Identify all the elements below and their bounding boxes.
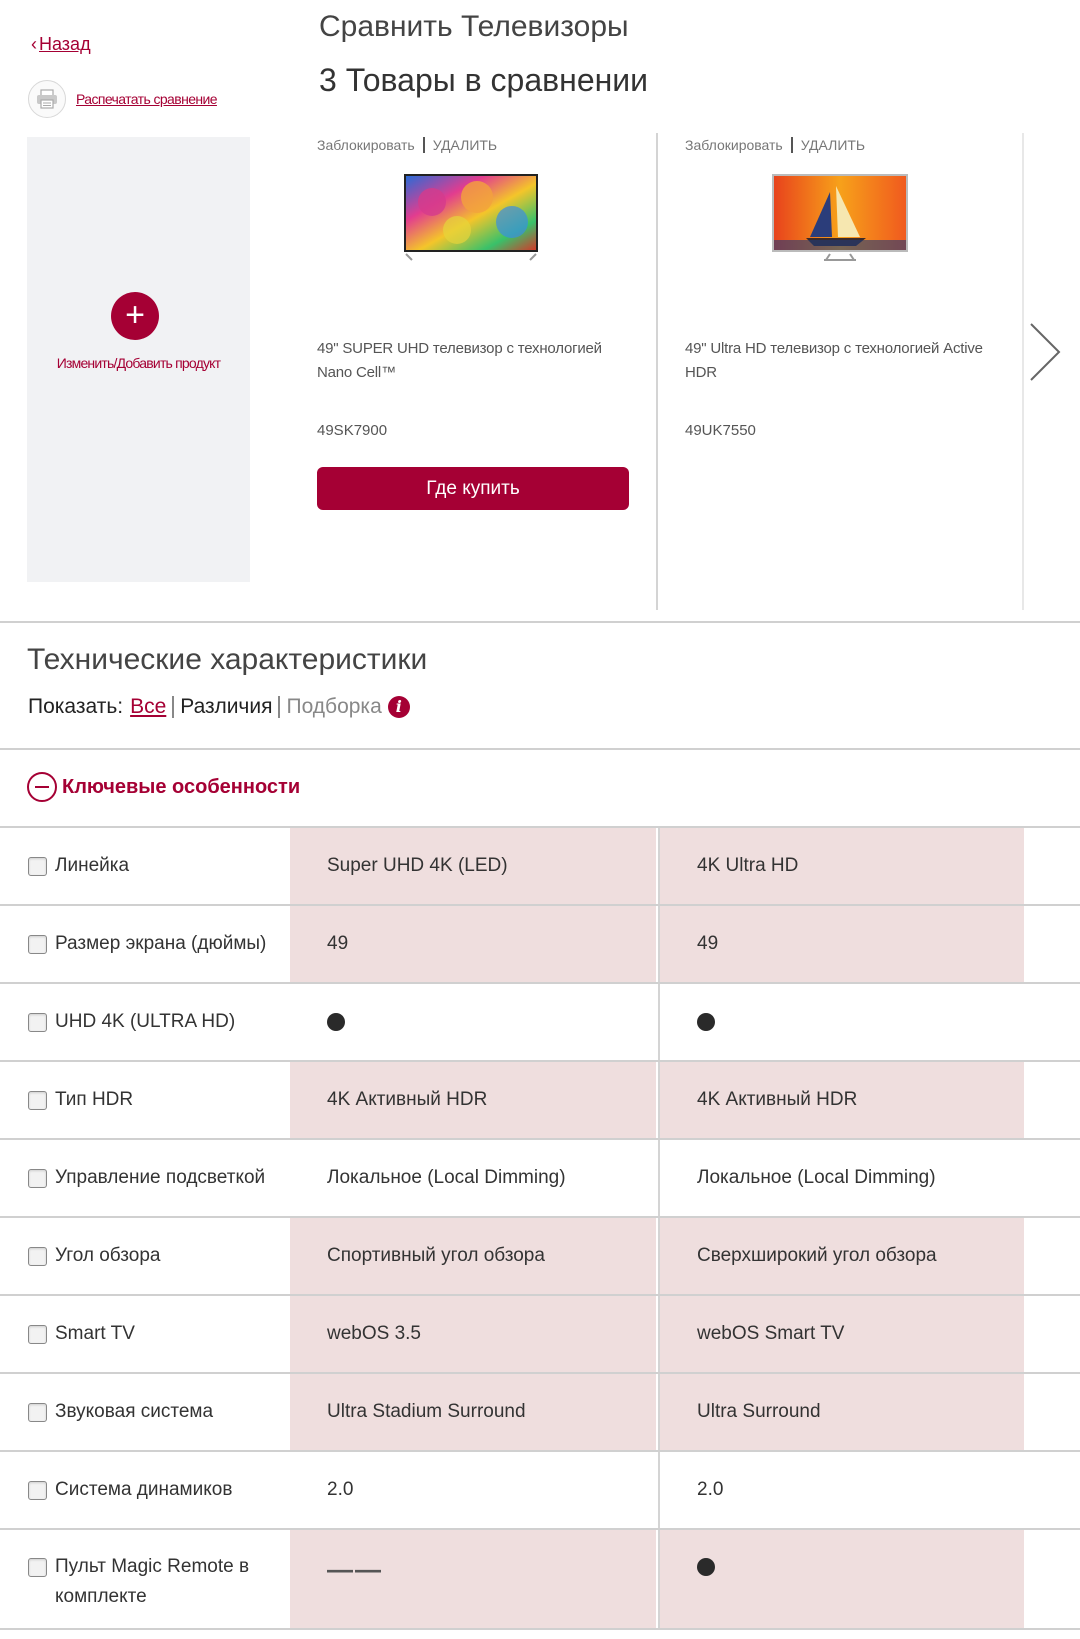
section-divider [0,748,1080,750]
spec-row [0,826,1080,904]
spec-row [0,904,1080,982]
chevron-right-icon[interactable] [1025,320,1065,384]
spec-label: Звуковая система [55,1401,214,1422]
specs-title: Технические характеристики [27,643,428,676]
column-divider [1022,133,1024,610]
spec-label: Угол обзора [55,1245,161,1266]
row-checkbox[interactable] [28,1403,47,1422]
row-checkbox[interactable] [28,1169,47,1188]
row-checkbox[interactable] [28,1013,47,1032]
where-to-buy-button[interactable]: Где купить [317,467,629,510]
filled-dot-icon [697,1013,715,1031]
filled-dot-icon [697,1558,715,1576]
page-title: Сравнить Телевизоры [319,10,629,43]
spec-table [0,826,1080,1630]
add-product-panel [27,137,250,582]
product-card-2 [685,137,1015,439]
filter-selection[interactable]: Подборка [286,695,382,718]
column-divider [656,133,658,610]
filled-dot-icon [327,1013,345,1031]
divider [423,137,425,153]
spec-value-1 [290,1530,656,1628]
spec-label: Система динамиков [55,1479,233,1500]
back-label: Назад [39,34,91,54]
show-label: Показать: [28,695,124,718]
spec-value-1: 4K Активный HDR [290,1062,656,1138]
spec-label: Тип HDR [55,1089,134,1110]
spec-label: Пульт Magic Remote в комплекте [55,1556,250,1607]
product-actions [685,137,1015,153]
spec-value-2: 49 [658,906,1024,982]
spec-value-2: Сверхширокий угол обзора [658,1218,1024,1294]
row-checkbox[interactable] [28,857,47,876]
divider [172,696,174,718]
spec-value-2: 4K Ultra HD [658,828,1024,904]
row-checkbox[interactable] [28,1247,47,1266]
add-product-button[interactable] [111,292,159,340]
spec-row [0,1216,1080,1294]
back-link[interactable] [31,34,91,55]
row-checkbox[interactable] [28,1325,47,1344]
row-checkbox[interactable] [28,1091,47,1110]
add-product-label[interactable]: Изменить/Добавить продукт [56,355,221,371]
spec-label-cell [0,984,290,1060]
product-name[interactable]: 49" Ultra HD телевизор с технологией Active HDR [685,340,983,381]
delete-link[interactable]: УДАЛИТЬ [432,137,498,153]
product-card-1 [317,137,647,499]
product-model: 49UK7550 [685,422,756,439]
spec-label: Smart TV [55,1323,135,1344]
lock-link[interactable]: Заблокировать [685,137,783,153]
spec-value-2 [658,984,1024,1060]
chevron-left-icon: ‹ [31,34,37,54]
spec-value-2: webOS Smart TV [658,1296,1024,1372]
spec-label-cell [0,828,290,904]
spec-value-2: 4K Активный HDR [658,1062,1024,1138]
collapse-icon [27,772,57,802]
print-comparison[interactable] [28,80,217,118]
spec-label: UHD 4K (ULTRA HD) [55,1011,236,1032]
divider [791,137,793,153]
spec-label: Размер экрана (дюймы) [55,933,267,954]
product-image[interactable] [770,172,910,262]
spec-value-2: 2.0 [658,1452,1024,1528]
spec-row [0,1528,1080,1630]
info-icon[interactable]: i [388,696,410,718]
spec-label-cell [0,1218,290,1294]
spec-value-1: 49 [290,906,656,982]
key-features-toggle[interactable] [27,772,300,802]
spec-value-1: webOS 3.5 [290,1296,656,1372]
spec-label-cell [0,1062,290,1138]
print-label: Распечатать сравнение [76,91,217,107]
show-filter [28,695,410,719]
spec-value-1: Спортивный угол обзора [290,1218,656,1294]
product-image[interactable] [402,172,542,262]
spec-row [0,1060,1080,1138]
section-label: Ключевые особенности [62,775,301,798]
comparison-count: 3 Товары в сравнении [319,62,649,98]
spec-label-cell [0,906,290,982]
filter-all[interactable]: Все [130,695,167,718]
spec-value-2: Локальное (Local Dimming) [658,1140,1024,1216]
row-checkbox[interactable] [28,935,47,954]
spec-row [0,1138,1080,1216]
spec-label-cell [0,1374,290,1450]
spec-label: Линейка [55,855,130,876]
spec-label-cell [0,1140,290,1216]
section-divider [0,621,1080,623]
divider [278,696,280,718]
lock-link[interactable]: Заблокировать [317,137,415,153]
spec-value-2: Ultra Surround [658,1374,1024,1450]
spec-row [0,1294,1080,1372]
delete-link[interactable]: УДАЛИТЬ [800,137,866,153]
spec-value-1: 2.0 [327,1479,354,1500]
product-name[interactable]: 49" SUPER UHD телевизор с технологией Nano Cell™ [317,340,602,381]
spec-row [0,982,1080,1060]
spec-label-cell [0,1452,290,1528]
row-checkbox[interactable] [28,1558,47,1577]
spec-value-1 [290,984,656,1060]
spec-row [0,1372,1080,1450]
filter-differences[interactable]: Различия [180,695,273,718]
spec-label-cell [0,1296,290,1372]
row-checkbox[interactable] [28,1481,47,1500]
spec-value-1: Super UHD 4K (LED) [290,828,656,904]
not-available-dash: —— [327,1554,383,1584]
plus-icon: + [125,296,145,334]
spec-row [0,1450,1080,1528]
printer-icon [28,80,66,118]
spec-label: Управление подсветкой [55,1167,266,1188]
product-actions [317,137,647,153]
spec-value-2 [658,1530,1024,1628]
spec-value-1: Ultra Stadium Surround [290,1374,656,1450]
spec-value-1: Локальное (Local Dimming) [327,1167,566,1188]
product-model: 49SK7900 [317,422,388,439]
spec-label-cell [0,1530,290,1628]
